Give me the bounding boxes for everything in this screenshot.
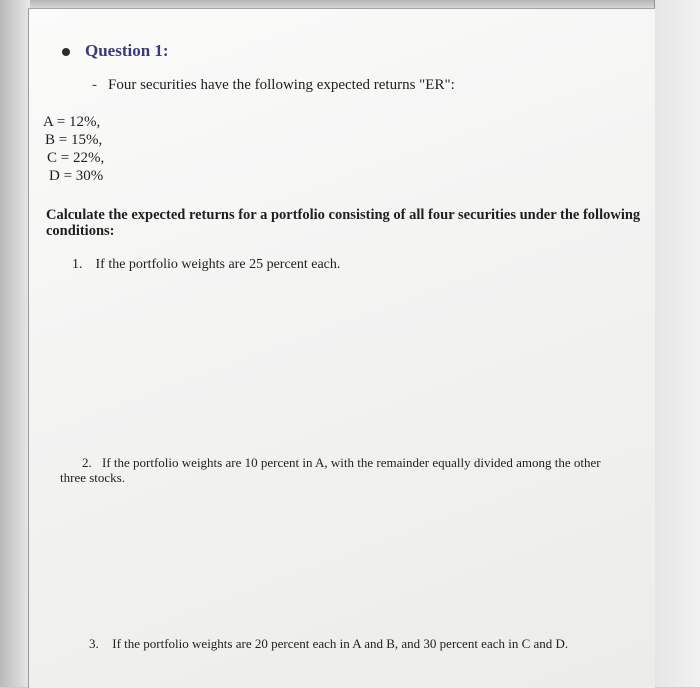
condition-3 [89,636,568,652]
question-title: Question 1: [85,41,169,60]
intro-text: Four securities have the following expected returns "ER": [108,77,455,93]
condition-2-text: If the portfolio weights are 10 percent in A, with the remainder equally divided among the other three stocks. [60,455,601,485]
return-c: C = 22%, [47,150,105,166]
condition-3-number: 3. [89,636,99,651]
condition-1-text: If the portfolio weights are 25 percent each. [95,257,341,272]
condition-3-text: If the portfolio weights are 20 percent each in A and B, and 30 percent each in C and D. [112,636,569,651]
condition-2-number: 2. [82,455,92,470]
condition-2 [60,455,620,485]
document-page [28,8,655,688]
return-a: A = 12%, [43,114,101,130]
dash-marker: - [92,77,97,93]
bullet-icon [62,48,70,56]
return-b: B = 15%, [45,132,103,148]
instruction-text: Calculate the expected returns for a portfolio consisting of all four securities under the following conditions: [46,207,641,239]
return-d: D = 30% [49,168,104,184]
photo-background-left [0,0,30,687]
photo-background-right [654,0,700,687]
condition-1 [72,257,340,273]
condition-1-number: 1. [72,257,83,272]
